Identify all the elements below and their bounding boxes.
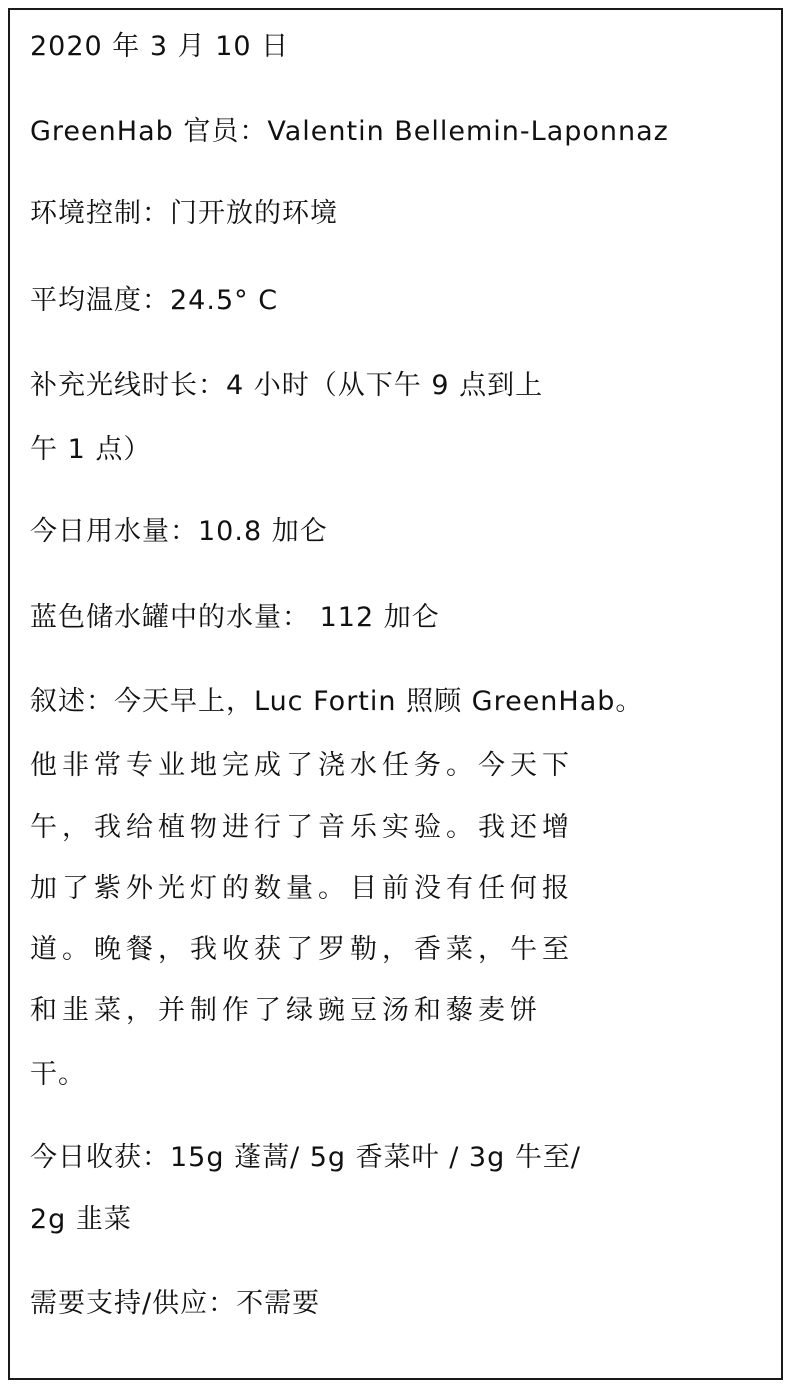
water-used-today: 今日用水量：10.8 加仑 [30,516,328,547]
support-needed: 需要支持/供应：不需要 [30,1288,321,1319]
log-date: 2020 年 3 月 10 日 [30,31,290,62]
narrative-line: 干。 [30,1059,86,1090]
log-officer: GreenHab 官员：Valentin Bellemin-Laponnaz [30,116,669,147]
narrative-line: 加了紫外光灯的数量。目前没有任何报 [30,873,574,904]
harvest-today-line-2: 2g 韭菜 [30,1204,132,1235]
narrative-line: 和韭菜，并制作了绿豌豆汤和藜麦饼 [30,995,542,1026]
narrative-line: 午，我给植物进行了音乐实验。我还增 [30,812,574,843]
narrative-line: 他非常专业地完成了浇水任务。今天下 [30,750,574,781]
environment-control: 环境控制：门开放的环境 [30,198,338,229]
narrative-line: 叙述：今天早上，Luc Fortin 照顾 GreenHab。 [30,686,644,717]
supplemental-light-line-2: 午 1 点） [30,434,152,465]
supplemental-light-line-1: 补充光线时长：4 小时（从下午 9 点到上 [30,370,544,401]
harvest-today-line-1: 今日收获：15g 蓬蒿/ 5g 香菜叶 / 3g 牛至/ [30,1142,581,1173]
narrative-line: 道。晚餐，我收获了罗勒，香菜，牛至 [30,934,574,965]
average-temperature: 平均温度：24.5° C [30,285,279,316]
blue-tank-water: 蓝色储水罐中的水量： 112 加仑 [30,602,440,633]
